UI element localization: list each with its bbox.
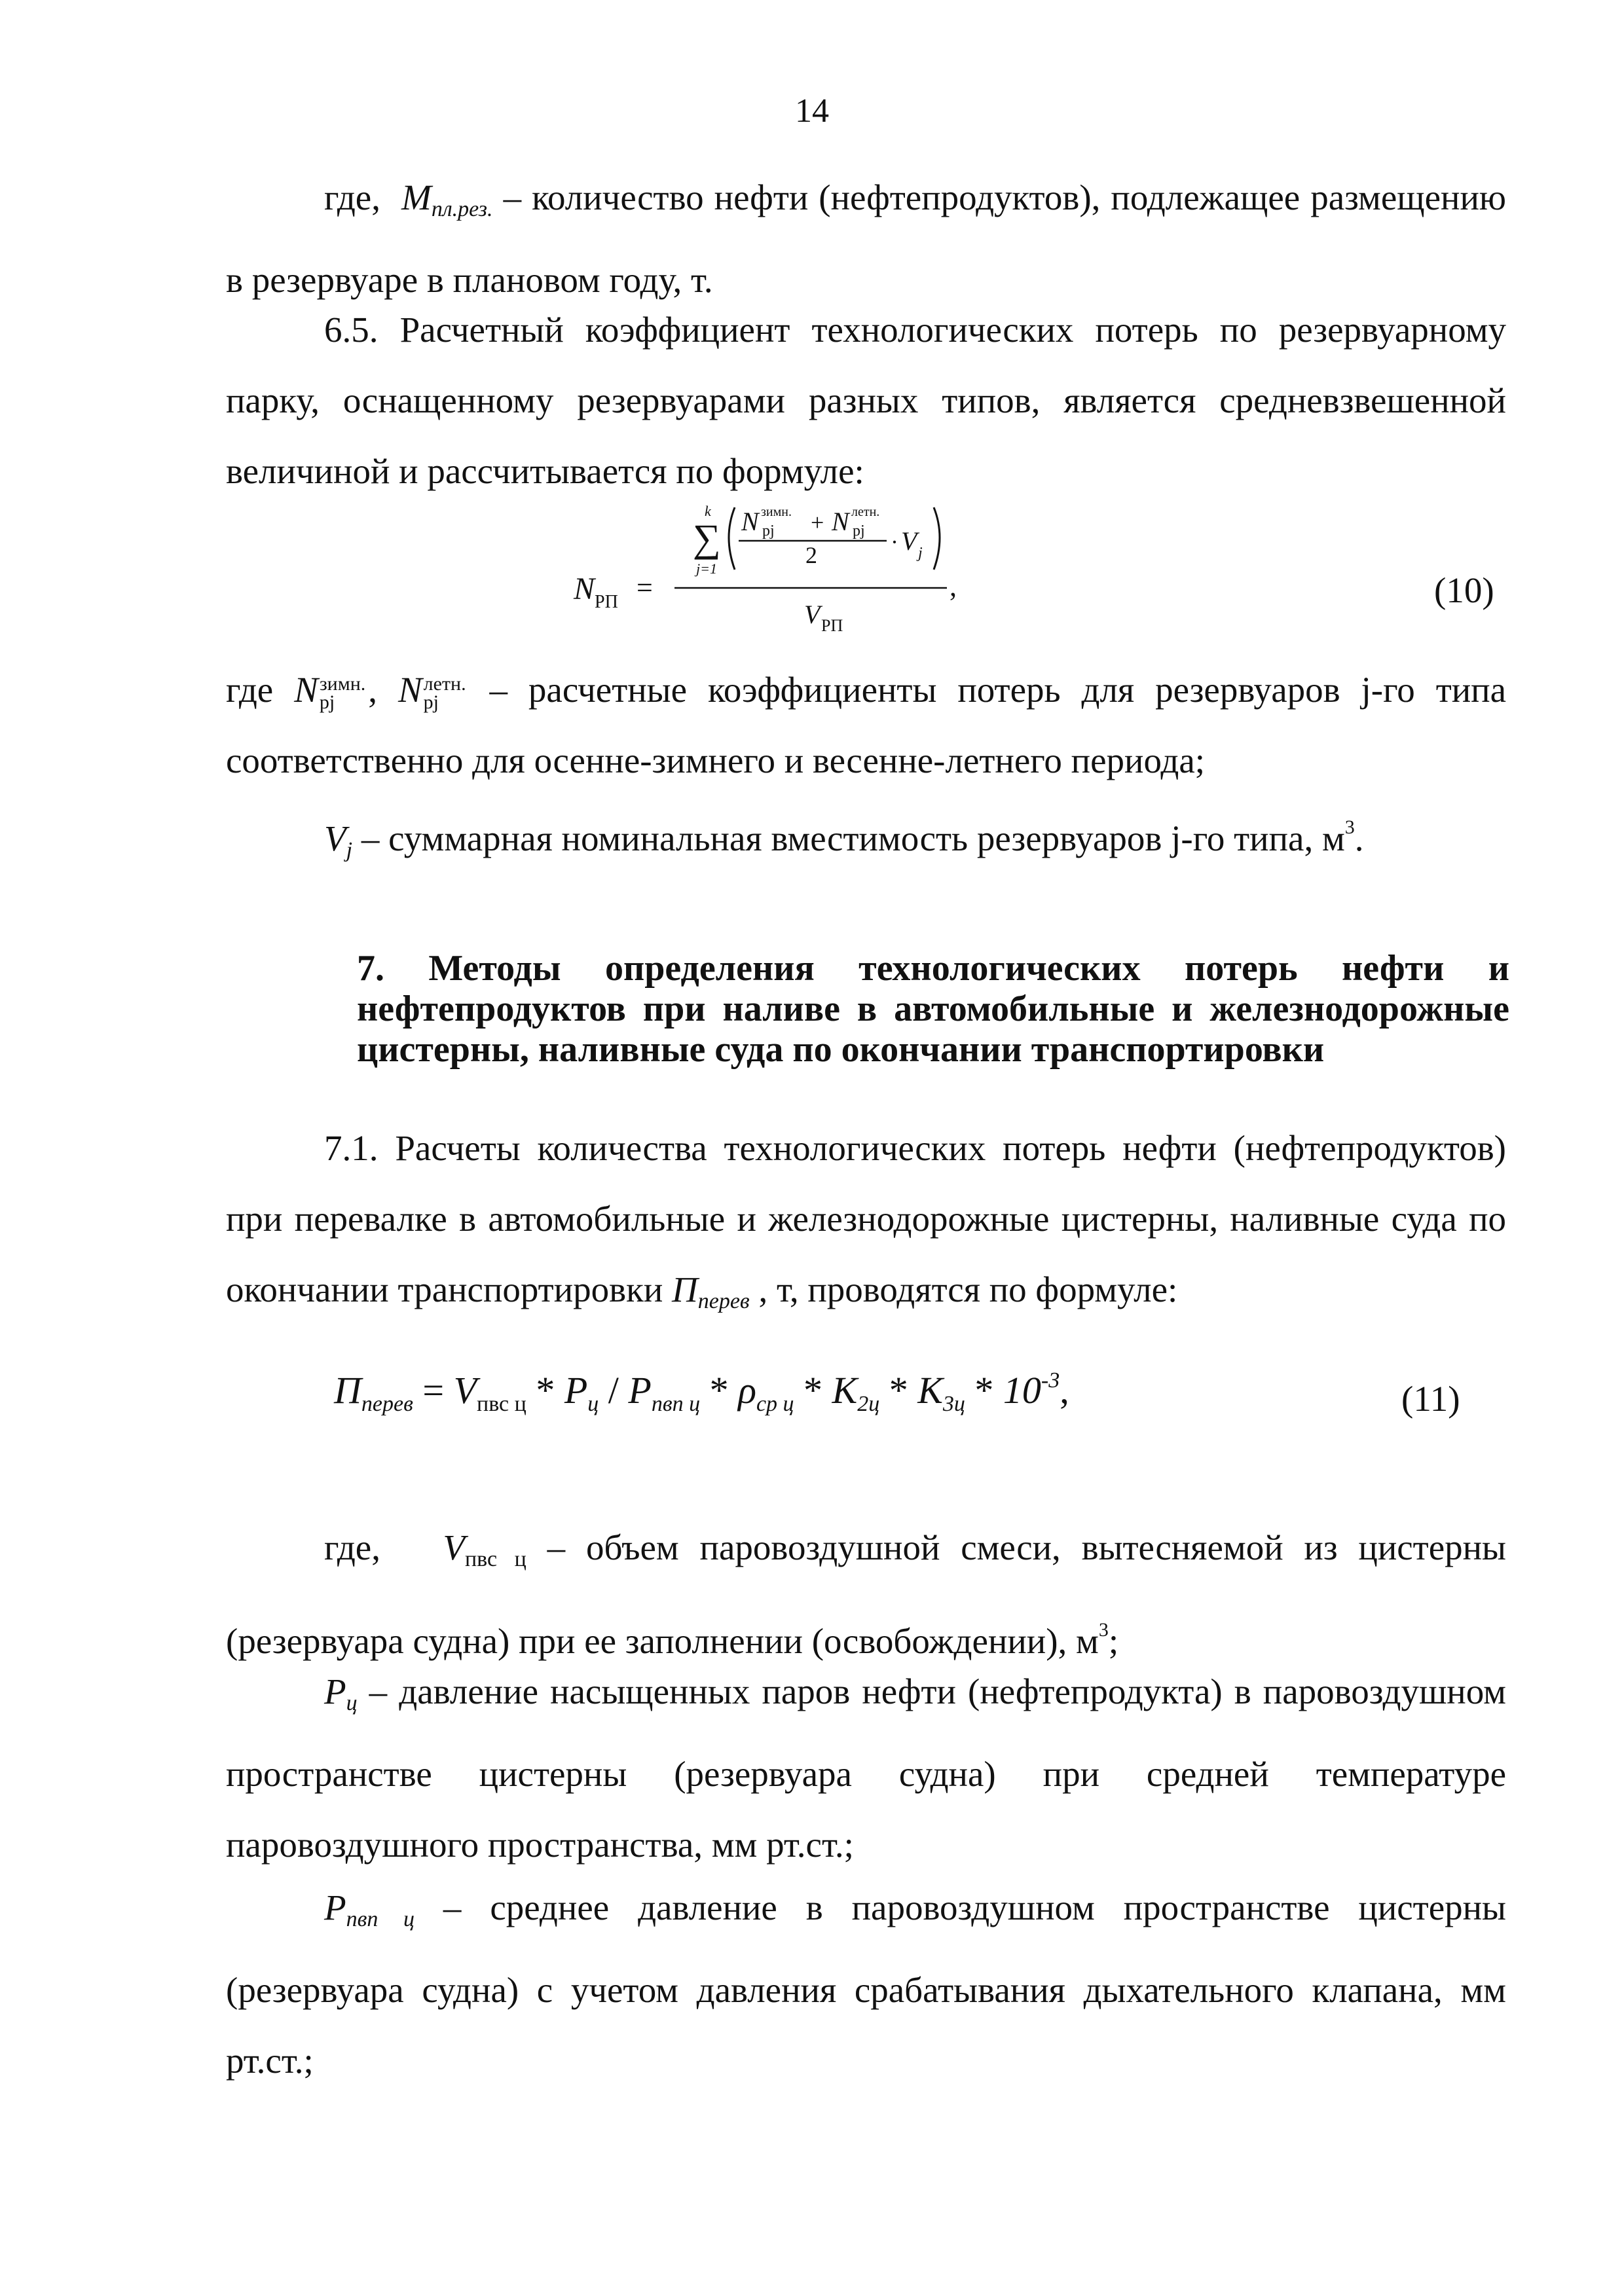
formula10-lhs-subscript: РП — [595, 592, 618, 612]
f11-p-sub: ц — [587, 1392, 599, 1416]
formula10-plus: + — [811, 509, 824, 536]
formula10-vj: V — [901, 526, 917, 556]
formula10-n1: N — [741, 507, 759, 536]
n-winter-symbol: N зимн. рj — [294, 670, 366, 714]
f11-ten-sup: -3 — [1041, 1368, 1060, 1393]
page-number: 14 — [795, 92, 829, 130]
pc-symbol: P — [324, 1671, 346, 1711]
formula10-dot: · — [891, 529, 898, 555]
pc-text: – давление насыщенных паров нефти (нефтепродукта) в паровоздушном пространстве цистерны (резервуара судна) при средней температуре паровоздушного пространства, мм рт.ст.; — [226, 1671, 1506, 1865]
paragraph-vj — [226, 792, 1506, 886]
vpvs-text: – объем паровоздушной смеси, вытесняемой из цистерны (резервуара судна) при ее заполнении (освобождении), м — [226, 1527, 1507, 1661]
p-perev-symbol: П — [672, 1269, 698, 1309]
paragraph-coefficients — [226, 655, 1506, 796]
paragraph-7-1 — [226, 1113, 1506, 1337]
f11-mult-3: * — [794, 1369, 832, 1412]
formula10-denominator-sub: РП — [821, 616, 843, 635]
vpvs-subscript: пвс ц — [464, 1547, 526, 1571]
paragraph-pc — [226, 1656, 1506, 1880]
coeff-separator: , — [368, 670, 378, 710]
f11-comma: , — [1060, 1369, 1069, 1412]
f11-v: V — [453, 1369, 477, 1412]
n-summer-sup: летн. — [423, 673, 466, 695]
f11-mult-2: * — [700, 1369, 739, 1412]
p7-1-text: 7.1. Расчеты количества технологических потерь нефти (нефтепродуктов) при перевалке в автомобильные и железнодорожные цистерны, наливные суда по окончании транспортировки — [226, 1128, 1506, 1309]
paragraph-6-5: 6.5. Расчетный коэффициент технологических потерь по резервуарному парку, оснащенному резервуарами разных типов, является средневзвешенной величиной и рассчитывается по формуле: — [226, 310, 1506, 491]
formula10-sum-top: k — [705, 503, 711, 519]
f11-eq: = — [413, 1369, 454, 1412]
where-label: где, — [324, 177, 380, 217]
f11-k3: K — [917, 1369, 943, 1412]
formula10-equals: = — [637, 572, 653, 604]
coefficients-text: – расчетные коэффициенты потерь для резервуаров j-го типа соответственно для осенне-зимнего и весенне-летнего периода; — [226, 670, 1507, 780]
formula10-sum-bottom: j=1 — [696, 560, 717, 577]
formula-10 — [563, 498, 1061, 648]
formula10-n2-sup: летн. — [851, 505, 880, 519]
vj-sup: 3 — [1344, 816, 1355, 838]
where-label-3: где, — [324, 1527, 380, 1567]
f11-k2: K — [832, 1369, 858, 1412]
formula10-n2-sub: рj — [853, 522, 865, 539]
p-perev-subscript: перев — [697, 1289, 750, 1313]
pc-subscript: ц — [346, 1691, 358, 1715]
p7-1-text-end: , т, проводятся по формуле: — [749, 1269, 1178, 1309]
n-summer-symbol: N летн. рj — [397, 670, 466, 714]
equation-number-10: (10) — [1434, 570, 1494, 610]
f11-k2-sub: 2ц — [857, 1392, 880, 1416]
vj-text: – суммарная номинальная вместимость резервуаров j-го типа, м — [352, 818, 1345, 858]
formula10-n2: N — [832, 507, 849, 536]
formula-11 — [334, 1368, 1069, 1417]
f11-p: P — [564, 1369, 588, 1412]
f11-div: / — [599, 1369, 629, 1412]
formula10-left-paren — [729, 507, 735, 570]
n-winter-sub: рj — [319, 691, 335, 714]
f11-p2-sub: пвп ц — [651, 1392, 701, 1416]
formula10-lhs-symbol: N — [574, 572, 595, 606]
formula10-two: 2 — [805, 542, 817, 568]
ppvp-subscript: пвп ц — [346, 1907, 415, 1931]
f11-ten: 10 — [1003, 1369, 1041, 1412]
f11-mult-4: * — [879, 1369, 918, 1412]
mass-symbol: M — [401, 177, 432, 217]
f11-p2: P — [628, 1369, 652, 1412]
mass-subscript: пл.рез. — [431, 197, 493, 221]
where-label-2: где — [226, 670, 274, 710]
formula10-right-paren — [934, 507, 940, 570]
f11-k3-sub: 3ц — [942, 1392, 965, 1416]
vj-subscript: j — [346, 838, 353, 862]
f11-rho-sub: ср ц — [756, 1392, 794, 1416]
paragraph-mass-definition — [226, 162, 1506, 316]
f11-lhs: П — [334, 1369, 361, 1412]
vj-symbol: V — [324, 818, 346, 858]
ppvp-symbol: P — [324, 1887, 346, 1927]
formula10-n1-sub: рj — [762, 522, 775, 539]
mass-definition-text: – количество нефти (нефтепродуктов), подлежащее размещению в резервуаре в плановом году, т. — [226, 177, 1506, 300]
section-7-heading: 7. Методы определения технологических потерь нефти и нефтепродуктов при наливе в автомобильные и железнодорожные цистерны, наливные суда по окончании транспортировки — [357, 948, 1509, 1070]
paragraph-ppvp — [226, 1872, 1506, 2096]
formula10-vj-sub: j — [918, 545, 923, 562]
n-summer-sub: рj — [423, 691, 439, 714]
vj-end: . — [1354, 818, 1364, 858]
f11-v-sub: пвс ц — [477, 1392, 526, 1416]
n-winter-sup: зимн. — [319, 673, 366, 695]
formula10-n1-sup: зимн. — [761, 505, 792, 519]
vpvs-end: ; — [1108, 1621, 1119, 1661]
paragraph-vpvs — [226, 1512, 1506, 1677]
f11-mult-1: * — [526, 1369, 564, 1412]
formula10-denominator: V — [804, 600, 821, 629]
formula10-comma: , — [950, 570, 957, 602]
ppvp-text: – среднее давление в паровоздушном пространстве цистерны (резервуара судна) с учетом давления срабатывания дыхательного клапана, мм рт.ст.; — [226, 1887, 1506, 2081]
formula10-sum-sign: ∑ — [693, 517, 721, 560]
vpvs-symbol: V — [443, 1527, 465, 1567]
f11-rho: ρ — [738, 1369, 756, 1412]
f11-mult-5: * — [965, 1369, 1003, 1412]
vpvs-sup: 3 — [1098, 1619, 1109, 1641]
f11-lhs-sub: перев — [361, 1392, 413, 1416]
equation-number-11: (11) — [1401, 1379, 1460, 1419]
